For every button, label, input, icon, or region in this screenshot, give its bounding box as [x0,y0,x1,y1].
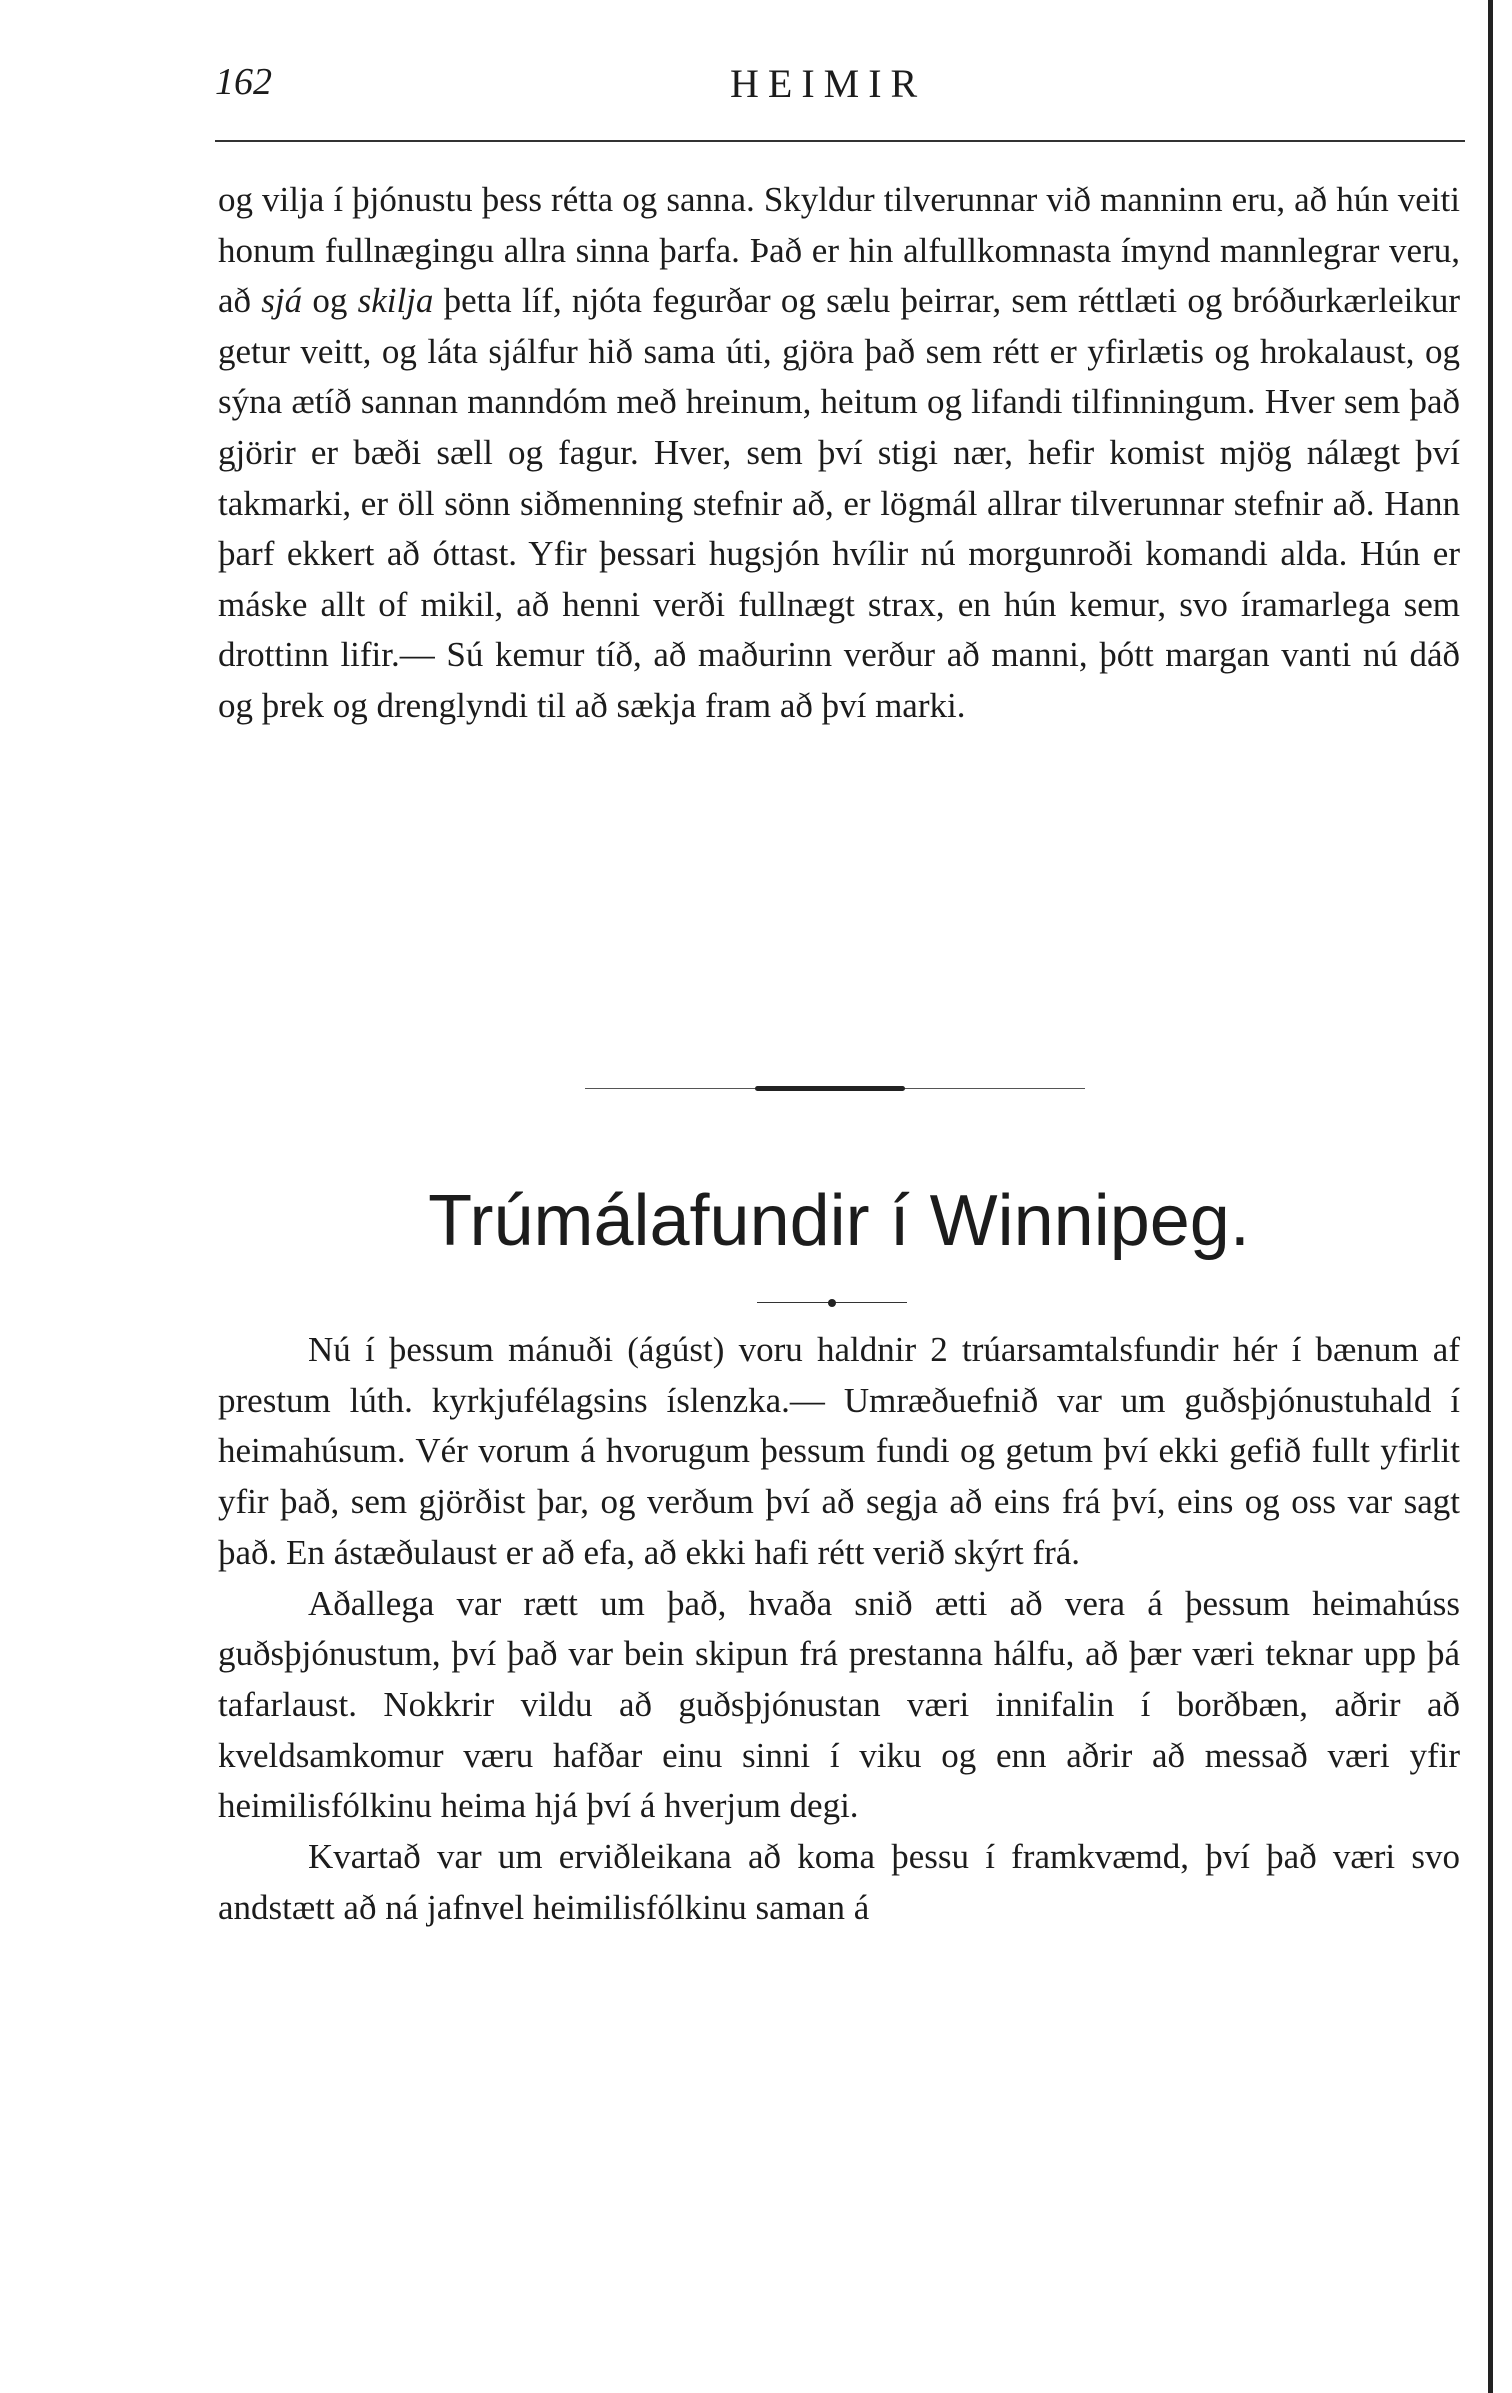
paragraph-text: þetta líf, njóta fegurðar og sælu þeirrar, sem réttlæti og bróðurkærleikur getur veitt, og láta sjálfur hið sama úti, gjöra það sem rétt er yfirlætis og hrokalaust, og sýna ætíð sannan manndóm með hreinum, heitum og lifandi tilfinningum. Hver sem það gjörir er bæði sæll og fagur. Hver, sem því stigi nær, hefir komist mjög nálægt því takmarki, er öll sönn siðmenning stefnir að, er lögmál allrar tilverunnar stefnir að. Hann þarf ekkert að óttast. Yfir þessari hugsjón hvílir nú morgunroði komandi alda. Hún er máske allt of mikil, að henni verði fullnægt strax, en hún kemur, svo íramarlega sem drottinn lifir.— Sú kemur tíð, að maðurinn verður að manni, þótt margan vanti nú dáð og þrek og drenglyndi til að sækja fram að því marki. [218,281,1461,725]
page-number: 162 [215,61,272,103]
ornament-dot [828,1299,836,1307]
page-spine-edge [1488,0,1493,2393]
section-divider [585,1085,1085,1093]
article-body [218,1325,1460,1933]
article-title: Trúmálafundir í Winnipeg. [428,1181,1250,1261]
paragraph-text: og [302,281,358,321]
italic-word: skilja [357,281,434,321]
header-rule [215,140,1465,142]
running-head [215,60,1465,120]
title-ornament [757,1298,907,1308]
article-paragraph: Kvartað var um erviðleikana að koma þessu í framkvæmd, því það væri svo andstætt að ná jafnvel heimilisfólkinu saman á [218,1837,1460,1927]
paragraph-text: og vilja í þjónustu þess rétta og sanna. Skyldur tilverunnar við manninn eru, að hún veiti honum fullnægingu allra sinna þarfa. Það er hin alfullkomnasta ímynd mannlegrar veru, að [218,180,1460,321]
article-paragraph: Aðallega var rætt um það, hvaða snið ætti að vera á þessum heimahúss guðsþjónustum, því það var bein skipun frá prestanna hálfu, að þær væri teknar upp þá tafarlaust. Nokkrir vildu að guðsþjónustan væri innifalin í borðbæn, aðrir að kveldsamkomur væru hafðar einu sinni í viku og enn aðrir að messað væri yfir heimilisfólkinu heima hjá því á hverjum degi. [218,1583,1460,1826]
continued-paragraph [218,175,1460,732]
article-paragraph: Nú í þessum mánuði (ágúst) voru haldnir 2 trúarsamtalsfundir hér í bænum af prestum lúth. kyrkjufélagsins íslenzka.— Umræðuefnið var um guðsþjónustuhald í heimahúsum. Vér vorum á hvorugum þessum fundi og getum því ekki gefið fullt yfirlit yfir það, sem gjörðist þar, og verðum því að segja að eins frá því, eins og oss var sagt það. En ástæðulaust er að efa, að ekki hafi rétt verið skýrt frá. [218,1330,1460,1572]
italic-word: sjá [261,281,303,321]
divider-swell [755,1086,905,1091]
journal-title: HEIMIR [730,61,927,106]
